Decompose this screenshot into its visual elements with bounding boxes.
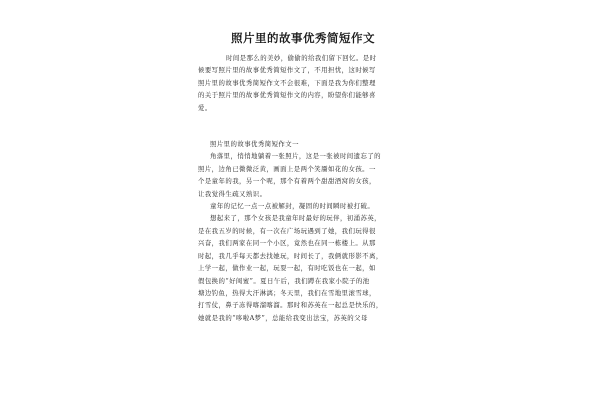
document-page (198, 30, 408, 324)
body-line: 打雪仗，鼻子冻得喀溜喀溜。那时和苏英在一起总是快乐的， (198, 301, 383, 310)
section-heading: 照片里的故事优秀简短作文一 (210, 140, 299, 149)
body-line: 童年的记忆一点一点被解封，凝固的时间瞬时被打破。 (210, 202, 375, 211)
intro-line: 照片里的故事优秀简短作文不会很难，下面是我为你们整理 (198, 78, 376, 87)
document-title: 照片里的故事优秀简短作文 (231, 31, 375, 45)
body-line: 是在我五岁的时候，有一次在广场玩遇到了她，我们玩得很 (198, 226, 376, 235)
body-line: 时起，我几乎每天都去找她玩，时间长了，我俩就形影不离， (198, 251, 383, 260)
body-line: 假包换的“好闺蜜”。夏日午后，我们蹲在我家小院子的池 (198, 276, 370, 285)
essay-body (198, 150, 408, 324)
intro-line: 时间是那么的美妙，偷偷的给我们留下回忆。是时 (226, 54, 377, 62)
body-line: 上学一起，做作业一起，玩耍一起，有时吃饭也在一起，如 (198, 264, 376, 273)
intro-paragraph (198, 52, 408, 114)
paragraph-spacer (198, 114, 408, 138)
intro-line: 爱。 (198, 103, 212, 112)
body-line: 个是童年的我，另一个呢，那个有着两个甜甜酒窝的女孩， (198, 177, 376, 186)
intro-line: 候要写照片里的故事优秀简短作文了，不用担忧，这时候写 (198, 66, 376, 75)
body-line: 她就是我的“哆啦A梦”，总能给我变出法宝，苏英的父母 (198, 313, 368, 322)
body-line: 想起来了，那个女孩是我童年时最好的玩伴，初涌苏英， (210, 214, 382, 223)
body-line: 兴奋，我们两家在同一个小区，竟然也在同一栋楼上。从那 (198, 239, 376, 248)
body-line: 让我觉得生疏又熟识。 (198, 189, 267, 198)
body-line: 塘边钓鱼，热得大汗淋漓；冬天里，我们在雪地里滚雪球， (198, 288, 376, 297)
intro-line: 的关于照片里的故事优秀简短作文的内容，盼望你们能够喜 (198, 91, 376, 100)
body-line: 照片，边角已微微泛黄，画面上是两个笑靥如花的女孩。一 (198, 164, 376, 173)
body-line: 角落里，悄悄地躺着一张照片，这是一张被时间遗忘了的 (210, 152, 382, 161)
